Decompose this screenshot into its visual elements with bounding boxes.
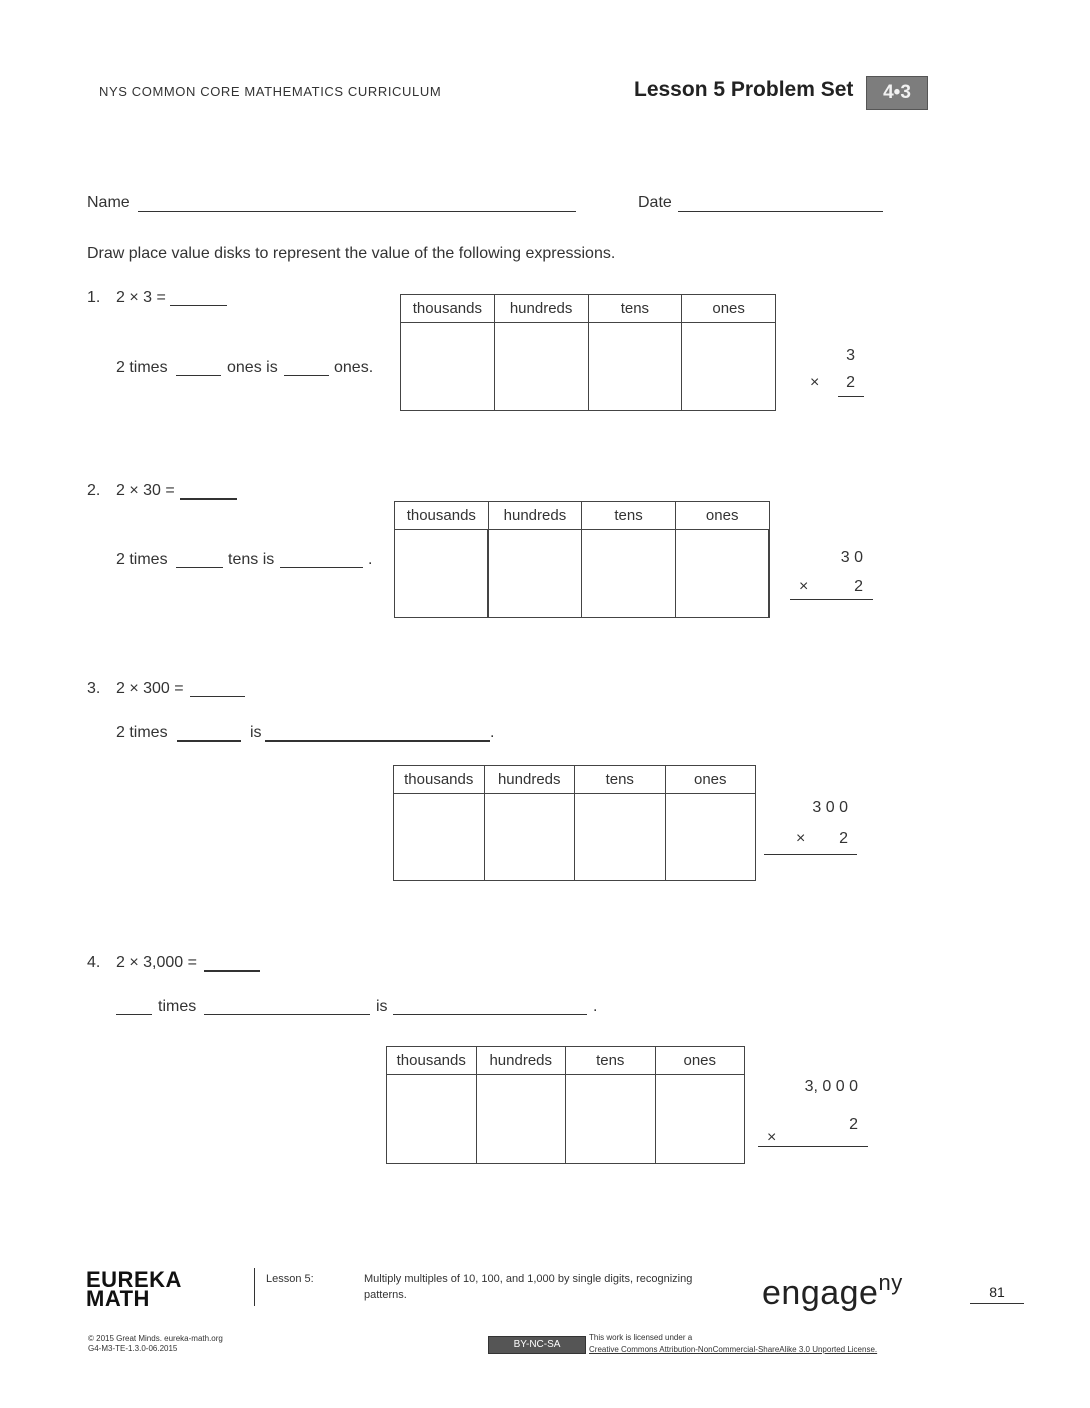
- place-value-chart: [386, 1046, 745, 1164]
- creative-commons-badge: BY-NC-SA: [488, 1336, 586, 1354]
- sentence-part: 2 times: [116, 359, 168, 376]
- multiplicand: 3: [846, 347, 855, 364]
- ones-cell[interactable]: [675, 530, 769, 618]
- multiplier: 2: [846, 374, 855, 391]
- sentence-blank[interactable]: [177, 740, 241, 742]
- thousands-cell[interactable]: [401, 323, 495, 411]
- times-sign: ×: [799, 578, 809, 595]
- column-header-thousands: thousands: [387, 1047, 477, 1075]
- engageny-logo: [762, 1270, 903, 1313]
- place-value-chart: [393, 765, 756, 881]
- multiplier: 2: [839, 830, 848, 847]
- problem-number: 1.: [87, 289, 101, 306]
- column-header-ones: ones: [655, 1047, 745, 1075]
- tens-cell[interactable]: [575, 794, 666, 881]
- multiplicand: 3 0 0: [812, 799, 848, 816]
- sentence-blank[interactable]: [265, 740, 490, 742]
- lesson-label: Lesson 5:: [266, 1273, 314, 1285]
- column-header-hundreds: hundreds: [476, 1047, 566, 1075]
- tens-cell[interactable]: [588, 323, 682, 411]
- place-value-chart: [394, 501, 770, 618]
- sentence-part: ones is: [227, 359, 278, 376]
- problem-expression: 2 × 300 =: [116, 680, 184, 697]
- problem-number: 3.: [87, 680, 101, 697]
- thousands-cell[interactable]: [387, 1075, 477, 1164]
- column-header-ones: ones: [665, 766, 756, 794]
- column-header-thousands: thousands: [401, 295, 495, 323]
- times-sign: ×: [767, 1129, 777, 1146]
- column-header-ones: ones: [682, 295, 776, 323]
- sentence-part: tens is: [228, 551, 275, 568]
- name-label: Name: [87, 194, 130, 211]
- curriculum-header: NYS COMMON CORE MATHEMATICS CURRICULUM: [99, 84, 442, 99]
- column-header-tens: tens: [575, 766, 666, 794]
- product-line: [838, 396, 864, 397]
- module-badge: 4•3: [866, 76, 928, 110]
- column-header-hundreds: hundreds: [494, 295, 588, 323]
- sentence-blank[interactable]: [176, 375, 221, 376]
- sentence-part: times: [158, 998, 197, 1015]
- column-header-thousands: thousands: [394, 766, 485, 794]
- page-number: 81: [970, 1284, 1024, 1304]
- column-header-hundreds: hundreds: [488, 502, 582, 530]
- sentence-blank[interactable]: [204, 1014, 370, 1015]
- sentence-blank[interactable]: [116, 1014, 152, 1015]
- hundreds-cell[interactable]: [488, 530, 582, 618]
- ones-cell[interactable]: [682, 323, 776, 411]
- times-sign: ×: [796, 830, 806, 847]
- logo-line-2: MATH: [86, 1286, 150, 1311]
- sentence-part: .: [490, 724, 495, 741]
- problem-expression: 2 × 3 =: [116, 289, 166, 306]
- problem-expression: 2 × 30 =: [116, 482, 175, 499]
- tens-cell[interactable]: [566, 1075, 656, 1164]
- engage-sup: ny: [878, 1270, 903, 1295]
- times-sign: ×: [810, 374, 820, 391]
- column-header-tens: tens: [582, 502, 676, 530]
- sentence-part: .: [368, 551, 373, 568]
- sentence-part: .: [593, 998, 598, 1015]
- multiplier: 2: [849, 1116, 858, 1133]
- multiplier: 2: [854, 578, 863, 595]
- column-header-tens: tens: [566, 1047, 656, 1075]
- ones-cell[interactable]: [655, 1075, 745, 1164]
- product-line: [758, 1146, 868, 1147]
- sentence-part: ones.: [334, 359, 374, 376]
- place-value-chart: [400, 294, 776, 411]
- column-header-ones: ones: [675, 502, 769, 530]
- hundreds-cell[interactable]: [476, 1075, 566, 1164]
- answer-blank[interactable]: [190, 696, 245, 697]
- multiplicand: 3 0: [840, 549, 863, 566]
- sentence-blank[interactable]: [280, 567, 363, 568]
- sentence-blank[interactable]: [393, 1014, 587, 1015]
- answer-blank[interactable]: [204, 970, 260, 972]
- eureka-math-logo: [86, 1267, 182, 1311]
- hundreds-cell[interactable]: [494, 323, 588, 411]
- problem-number: 4.: [87, 954, 101, 971]
- copyright-line-2: G4-M3-TE-1.3.0-06.2015: [88, 1344, 178, 1353]
- product-line: [790, 599, 873, 600]
- logo-line-1: EUREKA: [86, 1267, 182, 1292]
- date-label: Date: [638, 194, 672, 211]
- hundreds-cell[interactable]: [484, 794, 575, 881]
- instructions: Draw place value disks to represent the value of the following expressions.: [87, 245, 616, 262]
- problem-number: 2.: [87, 482, 101, 499]
- copyright-line-1: © 2015 Great Minds. eureka-math.org: [88, 1334, 223, 1343]
- column-header-tens: tens: [588, 295, 682, 323]
- answer-blank[interactable]: [170, 305, 227, 306]
- sentence-blank[interactable]: [284, 375, 329, 376]
- lesson-description-line-2: patterns.: [364, 1289, 407, 1301]
- sentence-part: is: [250, 724, 262, 741]
- license-line-1: This work is licensed under a: [589, 1333, 693, 1342]
- ones-cell[interactable]: [665, 794, 756, 881]
- engage-text: engage: [762, 1274, 879, 1312]
- product-line: [764, 854, 857, 855]
- tens-cell[interactable]: [582, 530, 676, 618]
- lesson-title: Lesson 5 Problem Set: [634, 78, 854, 101]
- column-header-thousands: thousands: [395, 502, 489, 530]
- license-link[interactable]: Creative Commons Attribution-NonCommercial-ShareAlike 3.0 Unported License.: [589, 1345, 878, 1354]
- sentence-part: 2 times: [116, 724, 168, 741]
- date-field[interactable]: [678, 211, 883, 212]
- name-field[interactable]: [138, 211, 576, 212]
- problem-expression: 2 × 3,000 =: [116, 954, 197, 971]
- sentence-part: is: [376, 998, 388, 1015]
- sentence-part: 2 times: [116, 551, 168, 568]
- lesson-description-line-1: Multiply multiples of 10, 100, and 1,000 by single digits, recognizing: [364, 1273, 693, 1285]
- multiplicand: 3, 0 0 0: [804, 1078, 858, 1095]
- column-header-hundreds: hundreds: [484, 766, 575, 794]
- answer-blank[interactable]: [180, 498, 237, 500]
- thousands-cell[interactable]: [394, 794, 485, 881]
- sentence-blank[interactable]: [176, 567, 223, 568]
- thousands-cell[interactable]: [395, 530, 489, 618]
- footer-divider: [254, 1268, 255, 1306]
